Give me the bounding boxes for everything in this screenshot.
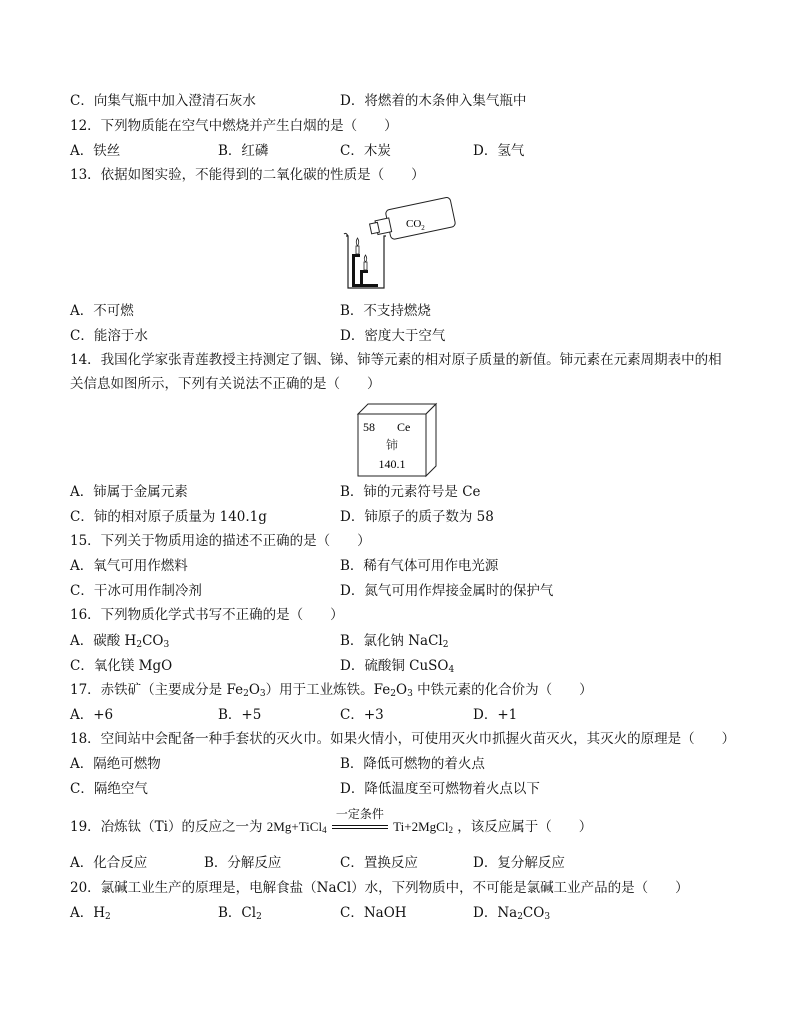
q13-option-a: A．不可燃 xyxy=(70,303,134,319)
q14-option-d: D．铈原子的质子数为 58 xyxy=(340,509,494,525)
q18-option-c: C．隔绝空气 xyxy=(70,781,148,797)
element-symbol: Ce xyxy=(397,420,411,434)
q18-option-b: B．降低可燃物的着火点 xyxy=(340,756,485,772)
q14-option-c: C．铈的相对原子质量为 140.1g xyxy=(70,509,267,525)
q15-stem: 15．下列关于物质用途的描述不正确的是（ ） xyxy=(70,533,371,549)
q19-option-c: C．置换反应 xyxy=(340,855,418,871)
q13-option-b: B．不支持燃烧 xyxy=(340,303,431,319)
q17-option-d: D．+1 xyxy=(473,707,518,723)
q13-stem: 13．依据如图实验，不能得到的二氧化碳的性质是（ ） xyxy=(70,167,425,183)
q14-element-cell xyxy=(356,402,438,478)
q20-option-c: C．NaOH xyxy=(340,905,407,921)
q17-option-c: C．+3 xyxy=(340,707,384,723)
q12-stem: 12．下列物质能在空气中燃烧并产生白烟的是（ ） xyxy=(70,118,398,134)
q19-equation-right: Ti+2MgCl$_2$ xyxy=(393,819,453,835)
q19-reaction-arrow xyxy=(331,807,389,836)
q19-equation-left: 2Mg+TiCl$_4$ xyxy=(266,819,327,835)
q20-option-a: A．$H_2$ xyxy=(70,905,111,922)
q20-option-b: B．$Cl_2$ xyxy=(218,905,262,922)
periodic-table-cell-diagram xyxy=(356,402,438,478)
q19-condition: 一定条件 xyxy=(335,807,384,821)
q17-stem: 17．赤铁矿（主要成分是 $Fe_2O_3$）用于工业炼铁。$Fe_2O_3$ 中铁元素的化合价为（ ） xyxy=(70,682,593,699)
q19-option-a: A．化合反应 xyxy=(70,855,148,871)
q14-stem-line1: 14．我国化学家张青莲教授主持测定了铟、锑、铈等元素的相对原子质量的新值。铈元素在元素周期表中的相 xyxy=(70,352,722,368)
q14-option-b: B．铈的元素符号是 Ce xyxy=(340,484,481,500)
q17-option-b: B．+5 xyxy=(218,707,262,723)
q11-option-d: D．将燃着的木条伸入集气瓶中 xyxy=(340,93,527,109)
q12-option-a: A．铁丝 xyxy=(70,143,121,159)
q15-option-c: C．干冰可用作制冷剂 xyxy=(70,583,202,599)
q14-option-a: A．铈属于金属元素 xyxy=(70,484,188,500)
q13-experiment-figure xyxy=(338,192,458,292)
q13-option-c: C．能溶于水 xyxy=(70,328,148,344)
atomic-number: 58 xyxy=(363,420,375,434)
q15-option-a: A．氧气可用作燃料 xyxy=(70,558,188,574)
q17-option-a: A．+6 xyxy=(70,707,114,723)
co2-label: $CO_2$ xyxy=(406,218,425,232)
q16-option-d: D．硫酸铜 CuSO$_4$ xyxy=(340,658,455,675)
q19-stem: 19．冶炼钛（Ti）的反应之一为 2Mg+TiCl$_4$ 一定条件 Ti+2MgCl$_2$ ，该反应属于（ ） xyxy=(70,807,593,835)
q16-option-a: A．碳酸 $H_2CO_3$ xyxy=(70,633,170,650)
q16-stem: 16．下列物质化学式书写不正确的是（ ） xyxy=(70,607,344,623)
q20-stem: 20．氯碱工业生产的原理是，电解食盐（NaCl）水，下列物质中，不可能是氯碱工业产品的是（ ） xyxy=(70,880,689,896)
q11-option-c: C．向集气瓶中加入澄清石灰水 xyxy=(70,93,256,109)
q15-option-b: B．稀有气体可用作电光源 xyxy=(340,558,499,574)
q14-stem-line2: 关信息如图所示，下列有关说法不正确的是（ ） xyxy=(70,376,381,392)
q15-option-d: D．氮气可用作焊接金属时的保护气 xyxy=(340,583,554,599)
q18-stem: 18．空间站中会配备一种手套状的灭火巾。如果火情小，可使用灭火巾抓握火苗灭火，其灭火的原理是（ ） xyxy=(70,731,736,747)
q16-option-b: B．氯化钠 NaCl$_2$ xyxy=(340,633,449,650)
atomic-mass: 140.1 xyxy=(378,457,406,471)
q12-option-b: B．红磷 xyxy=(218,143,269,159)
q12-option-c: C．木炭 xyxy=(340,143,391,159)
q13-option-d: D．密度大于空气 xyxy=(340,328,446,344)
q18-option-d: D．降低温度至可燃物着火点以下 xyxy=(340,781,540,797)
element-name: 铈 xyxy=(385,438,399,452)
q12-option-d: D．氢气 xyxy=(473,143,525,159)
q18-option-a: A．隔绝可燃物 xyxy=(70,756,161,772)
q19-option-b: B．分解反应 xyxy=(204,855,282,871)
q20-option-d: D．$Na_2CO_3$ xyxy=(473,905,551,922)
beaker-co2-diagram xyxy=(338,192,458,292)
q16-option-c: C．氧化镁 MgO xyxy=(70,658,173,674)
q19-option-d: D．复分解反应 xyxy=(473,855,565,871)
